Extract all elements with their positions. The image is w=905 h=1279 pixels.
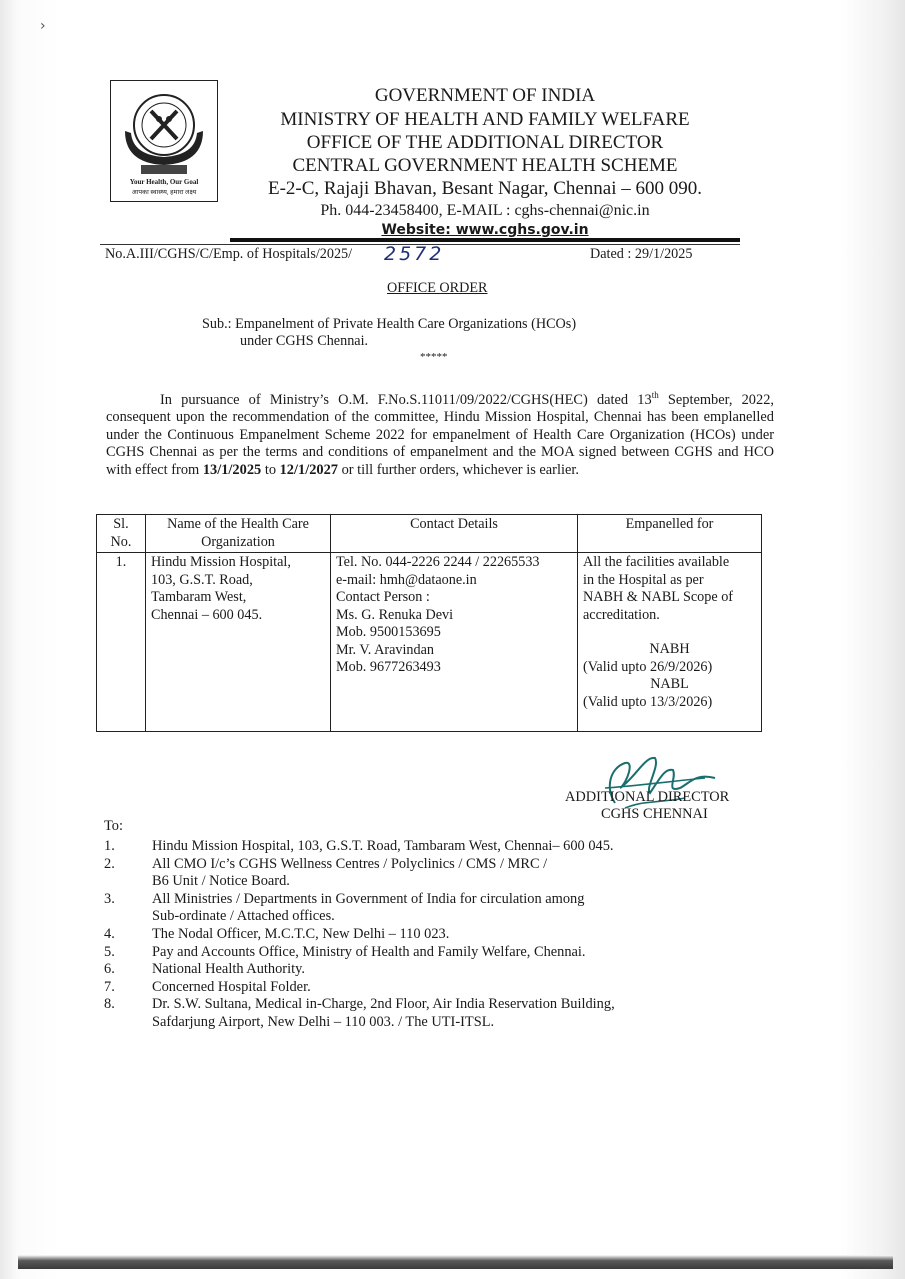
col-header-empanelled: Empanelled for — [578, 515, 762, 553]
header-website[interactable]: Website: www.cghs.gov.in — [381, 222, 589, 238]
list-item-number: 2. — [104, 855, 115, 872]
dated: Dated : 29/1/2025 — [590, 246, 693, 262]
reference-number: No.A.III/CGHS/C/Emp. of Hospitals/2025/ — [105, 246, 353, 262]
header-government: GOVERNMENT OF INDIA — [374, 85, 596, 106]
list-item-text: The Nodal Officer, M.C.T.C, New Delhi – 110 023. — [152, 925, 450, 942]
corner-mark-icon: › — [40, 18, 46, 34]
paragraph-from-date: 13/1/2025 — [202, 461, 262, 478]
col-header-sl: Sl. No. — [97, 515, 146, 553]
handwritten-serial: 2572 — [384, 243, 445, 265]
col-header-contact: Contact Details — [331, 515, 578, 553]
emblem-tagline: Your Health, Our Goal — [129, 178, 199, 186]
list-item-text: B6 Unit / Notice Board. — [152, 873, 290, 890]
list-item-text: Concerned Hospital Folder. — [152, 978, 311, 995]
cell-hospital-name: Hindu Mission Hospital, 103, G.S.T. Road, Tambaram West, Chennai – 600 045. — [146, 553, 331, 732]
header-contact: Ph. 044-23458400, E-MAIL : cghs-chennai@nic.in — [320, 202, 650, 219]
col-header-name: Name of the Health Care Organization — [146, 515, 331, 553]
paragraph-part1: In pursuance of Ministry’s O.M. F.No.S.11011/09/2022/CGHS(HEC) dated 13 — [160, 391, 652, 408]
paragraph-part2: September, 2022, consequent upon the recommendation of the committee, Hindu Mission Hospital, Chennai has been emplanelled under the Continuous Empanelment Scheme 2022 for empanelment of Health Care Organization (HCOs) under CGHS Chennai as per the terms and conditions of empanelment and the MOA signed between CGHS and HCO with effect from — [106, 391, 774, 478]
list-item-number: 3. — [104, 890, 115, 907]
subject-stars: ***** — [420, 351, 448, 363]
hco-table — [96, 514, 762, 732]
header-divider-thick — [230, 238, 740, 242]
scan-bottom-edge — [18, 1255, 893, 1269]
header-office: OFFICE OF THE ADDITIONAL DIRECTOR — [306, 132, 664, 153]
order-paragraph — [106, 387, 774, 479]
header-ministry: MINISTRY OF HEALTH AND FAMILY WELFARE — [280, 109, 690, 130]
paragraph-to-word: to — [261, 461, 280, 478]
header-address: E-2-C, Rajaji Bhavan, Besant Nagar, Chennai – 600 090. — [267, 178, 703, 199]
list-item-number: 6. — [104, 961, 115, 978]
empanelled-text: All the facilities available in the Hospital as per NABH & NABL Scope of accreditation. — [583, 554, 734, 623]
emblem-tagline-hindi: आपका स्वास्थ्य, हमारा लक्ष्य — [131, 189, 197, 196]
nabh-label: NABH — [649, 641, 690, 657]
list-item-number: 4. — [104, 925, 115, 942]
subject-line1: Sub.: Empanelment of Private Health Care Organizations (HCOs) — [202, 316, 577, 332]
header-scheme: CENTRAL GOVERNMENT HEALTH SCHEME — [292, 155, 678, 176]
list-item-number: 7. — [104, 978, 115, 995]
table-row — [97, 553, 762, 732]
list-item-text: Pay and Accounts Office, Ministry of Health and Family Welfare, Chennai. — [152, 943, 586, 960]
subject-line2: under CGHS Chennai. — [240, 333, 369, 349]
list-item-text: All Ministries / Departments in Government of India for circulation among — [152, 890, 585, 907]
list-item-text: Sub-ordinate / Attached offices. — [152, 908, 335, 925]
paragraph-to-date: 12/1/2027 — [279, 461, 338, 478]
list-item-number: 5. — [104, 943, 115, 960]
to-label: To: — [104, 818, 123, 834]
cell-contact-details: Tel. No. 044-2226 2244 / 22265533 e-mail: hmh@dataone.in Contact Person : Ms. G. Renuka Devi Mob. 9500153695 Mr. V. Aravindan Mob. 9677263493 — [331, 553, 578, 732]
signatory-title: ADDITIONAL DIRECTOR — [565, 789, 730, 805]
list-item-text: National Health Authority. — [152, 961, 305, 978]
list-item-text: Hindu Mission Hospital, 103, G.S.T. Road, Tambaram West, Chennai– 600 045. — [152, 838, 614, 854]
nabl-label: NABL — [650, 676, 689, 692]
emblem-graphic-icon — [111, 81, 217, 177]
nabl-validity: (Valid upto 13/3/2026) — [583, 693, 713, 710]
cghs-emblem-logo — [110, 80, 218, 202]
table-header-row — [97, 515, 762, 553]
cell-empanelled-for — [578, 553, 762, 732]
paragraph-part3: or till further orders, whichever is earlier. — [337, 461, 579, 478]
paragraph-sup: th — [651, 390, 659, 400]
list-item-text: All CMO I/c’s CGHS Wellness Centres / Polyclinics / CMS / MRC / — [152, 855, 548, 872]
nabh-validity: (Valid upto 26/9/2026) — [583, 658, 713, 675]
office-order-title: OFFICE ORDER — [387, 280, 488, 296]
cell-sl: 1. — [97, 553, 146, 732]
list-item-number: 1. — [104, 838, 115, 854]
list-item-text: Dr. S.W. Sultana, Medical in-Charge, 2nd Floor, Air India Reservation Building, — [152, 996, 615, 1013]
list-item-text: Safdarjung Airport, New Delhi – 110 003. / The UTI-ITSL. — [152, 1013, 495, 1030]
list-item-number: 8. — [104, 996, 115, 1013]
signatory-office: CGHS CHENNAI — [601, 806, 708, 822]
